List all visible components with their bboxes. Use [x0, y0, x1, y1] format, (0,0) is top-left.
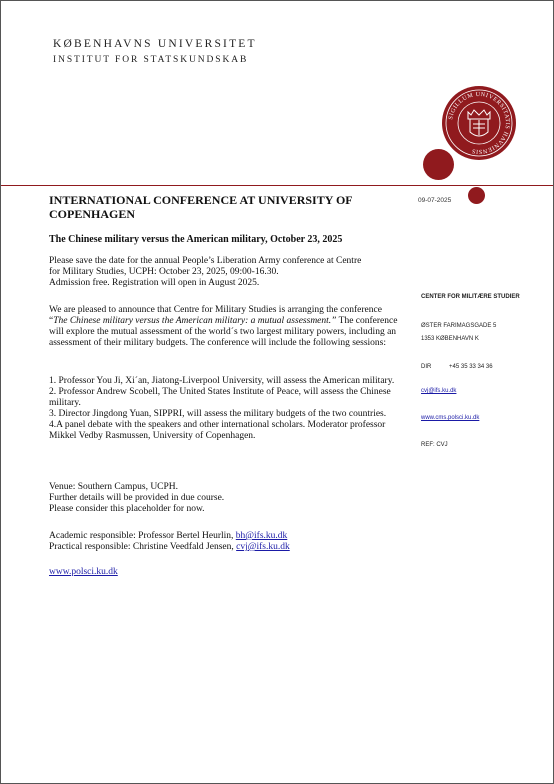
street-address: ØSTER FARIMAGSGADE 5: [421, 323, 497, 329]
university-seal-icon: [442, 86, 516, 160]
session-item: 2. Professor Andrew Scobell, The United States Institute of Peace, will assess the Chinese military.: [49, 387, 391, 408]
placeholder-line: Please consider this placeholder for now.: [49, 504, 205, 514]
letter-subtitle: The Chinese military versus the American military, October 23, 2025: [49, 234, 343, 245]
paragraph-announcement: [49, 305, 399, 349]
dir-phone: +45 35 33 34 36: [449, 364, 493, 370]
sidebar-email-link[interactable]: cvj@ifs.ku.dk: [421, 388, 457, 394]
reference-code: REF: CVJ: [421, 442, 448, 448]
session-item: 3. Director Jingdong Yuan, SIPPRI, will assess the military budgets of the two countries.: [49, 409, 387, 419]
session-item: 1. Professor You Ji, Xi´an, Jiatong-Liverpool University, will assess the American military.: [49, 376, 395, 386]
university-name: KØBENHAVNS UNIVERSITET: [53, 38, 257, 50]
announcement-rest: The conference will explore the mutual assessment of the world´s two largest military powers, including an assessment of their military budgets. The conference will include the following sessions:: [49, 316, 398, 348]
practical-label: Practical responsible: Christine Veedfald Jensen,: [49, 542, 237, 552]
academic-label: Academic responsible: Professor Bertel Heurlin,: [49, 531, 236, 541]
dir-label: DIR: [421, 364, 432, 370]
practical-email-link[interactable]: cvj@ifs.ku.dk: [236, 542, 290, 552]
venue-block: [49, 482, 399, 515]
sidebar-web-link[interactable]: www.cms.polsci.ku.dk: [421, 415, 480, 421]
venue-line: Venue: Southern Campus, UCPH.: [49, 482, 179, 492]
center-name: CENTER FOR MILITÆRE STUDIER: [421, 294, 520, 300]
contacts-block: [49, 531, 399, 553]
decorative-circle-large: [423, 149, 454, 180]
website-link[interactable]: www.polsci.ku.dk: [49, 567, 118, 577]
letter-date: 09-07-2025: [418, 197, 452, 204]
sessions-list: [49, 376, 399, 442]
dir-phone-row: [421, 364, 493, 370]
institute-name: INSTITUT FOR STATSKUNDSKAB: [53, 55, 249, 65]
details-line: Further details will be provided in due course.: [49, 493, 225, 503]
academic-contact: [49, 531, 399, 542]
announcement-text: [49, 305, 399, 349]
website-block: [49, 567, 399, 578]
save-date-line: Please save the date for the annual People’s Liberation Army conference at Centre: [49, 256, 362, 266]
conference-title-italic: The Chinese military versus the American military: a mutual assessment.”: [53, 316, 337, 326]
decorative-circle-small: [468, 187, 485, 204]
header-divider: [1, 185, 553, 186]
session-item: 4.A panel debate with the speakers and other international scholars. Moderator professor Mikkel Vedby Rasmussen, University of Copenhagen.: [49, 420, 386, 441]
letter-title: INTERNATIONAL CONFERENCE AT UNIVERSITY OF COPENHAGEN: [49, 193, 353, 221]
svg-text:SIGILLUM UNIVERSITATIS HAVNIEN: SIGILLUM UNIVERSITATIS HAVNIENSIS: [448, 91, 511, 155]
announcement-intro: We are pleased to announce that Centre for Military Studies is arranging the conference “: [49, 305, 382, 326]
schedule-line: for Military Studies, UCPH: October 23, 2025, 09:00-16.30.: [49, 267, 279, 277]
practical-contact: [49, 542, 399, 553]
academic-email-link[interactable]: bh@ifs.ku.dk: [235, 531, 288, 541]
paragraph-save-the-date: [49, 256, 399, 289]
city-address: 1353 KØBENHAVN K: [421, 336, 479, 342]
admission-line: Admission free. Registration will open in August 2025.: [49, 278, 260, 288]
